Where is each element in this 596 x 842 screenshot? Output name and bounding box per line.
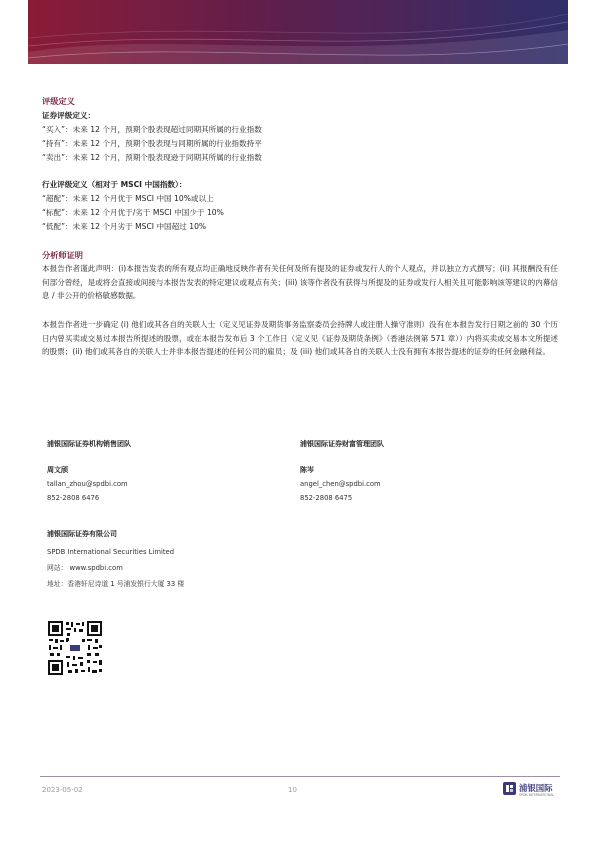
spdbi-logo	[503, 780, 561, 800]
rating-definition-title: 评级定义	[42, 96, 75, 106]
industry-rating-heading: 行业评级定义（相对于 MSCI 中国指数）：	[42, 180, 187, 189]
stock-rating-hold: “持有”：未来 12 个月，预期个股表现与同期所属的行业指数持平	[42, 139, 262, 148]
footer-divider	[40, 776, 560, 777]
industry-rating-neutral: “标配”：未来 12 个月优于/劣于 MSCI 中国少于 10%	[42, 208, 224, 217]
spdbi-logo-mark-icon	[503, 782, 516, 795]
company-address: 地址：香港轩尼诗道 1 号浦发银行大厦 33 楼	[47, 580, 185, 588]
stock-rating-sell: “卖出”：未来 12 个月，预期个股表现逊于同期其所属的行业指数	[42, 153, 262, 162]
qr-code-image	[47, 620, 103, 676]
right-contact-email[interactable]: angel_chen@spdbi.com	[300, 480, 381, 488]
left-contact-name: 周文颀	[47, 466, 68, 474]
right-contact-phone: 852-2808 6475	[300, 494, 353, 502]
analyst-certification-title: 分析师证明	[42, 250, 83, 260]
industry-rating-overweight: “超配”：未来 12 个月优于 MSCI 中国 10%或以上	[42, 194, 214, 203]
left-contact-email[interactable]: tallan_zhou@spdbi.com	[47, 480, 128, 488]
company-website[interactable]: 网站： www.spdbi.com	[47, 564, 123, 572]
banner-wave-decoration	[28, 0, 568, 64]
analyst-certification-paragraph-2: 本报告作者进一步确定 (i) 他们或其各自的关联人士（定义见证券及期货事务监察委员会持牌人或注册人操守准则）没有在本报告发行日期之前的 30 个历日内曾买卖或交易过本报告所提述的股票，或在本报告发布后 3 个工作日（定义见《证券及期货条例》（香港法例第 571 章））内将买卖或交易本文所提述的股票；(ii) 他们或其各自的关联人士并非本报告提述的任何公司的雇员；及 (iii) 他们或其各自的关联人士没有拥有本报告提述的证券的任何金融利益。	[42, 320, 558, 357]
logo-name-cn: 浦银国际	[519, 783, 553, 793]
header-banner	[28, 0, 568, 64]
stock-rating-buy: “买入”：未来 12 个月，预期个股表现超过同期其所属的行业指数	[42, 125, 262, 134]
company-name-en: SPDB International Securities Limited	[47, 548, 175, 556]
stock-rating-heading: 证券评级定义：	[42, 111, 96, 120]
right-team-name: 浦银国际证券财富管理团队	[300, 440, 384, 448]
left-contact-phone: 852-2808 6476	[47, 494, 100, 502]
industry-rating-underweight: “低配”：未来 12 个月劣于 MSCI 中国超过 10%	[42, 222, 207, 231]
analyst-certification-paragraph-1: 本报告作者谨此声明：(i)本报告发表的所有观点均正确地反映作者有关任何及所有提及的证券或发行人的个人观点，并以独立方式撰写；(ii) 其报酬没有任何部分曾经，是或将会直接或间接与本报告发表的特定建议或观点有关；(iii) 该等作者没有获得与所提及的证券或发行人相关且可能影响该等建议的内幕信息 / 非公开的价格敏感数据。	[42, 264, 558, 301]
footer-date: 2023-05-02	[42, 786, 83, 794]
company-name-cn: 浦银国际证券有限公司	[47, 530, 117, 538]
footer-page-number: 10	[288, 786, 297, 794]
logo-name-en: SPDB INTERNATIONAL	[519, 793, 555, 797]
left-team-name: 浦银国际证券机构销售团队	[47, 440, 131, 448]
right-contact-name: 陈岑	[300, 466, 314, 474]
